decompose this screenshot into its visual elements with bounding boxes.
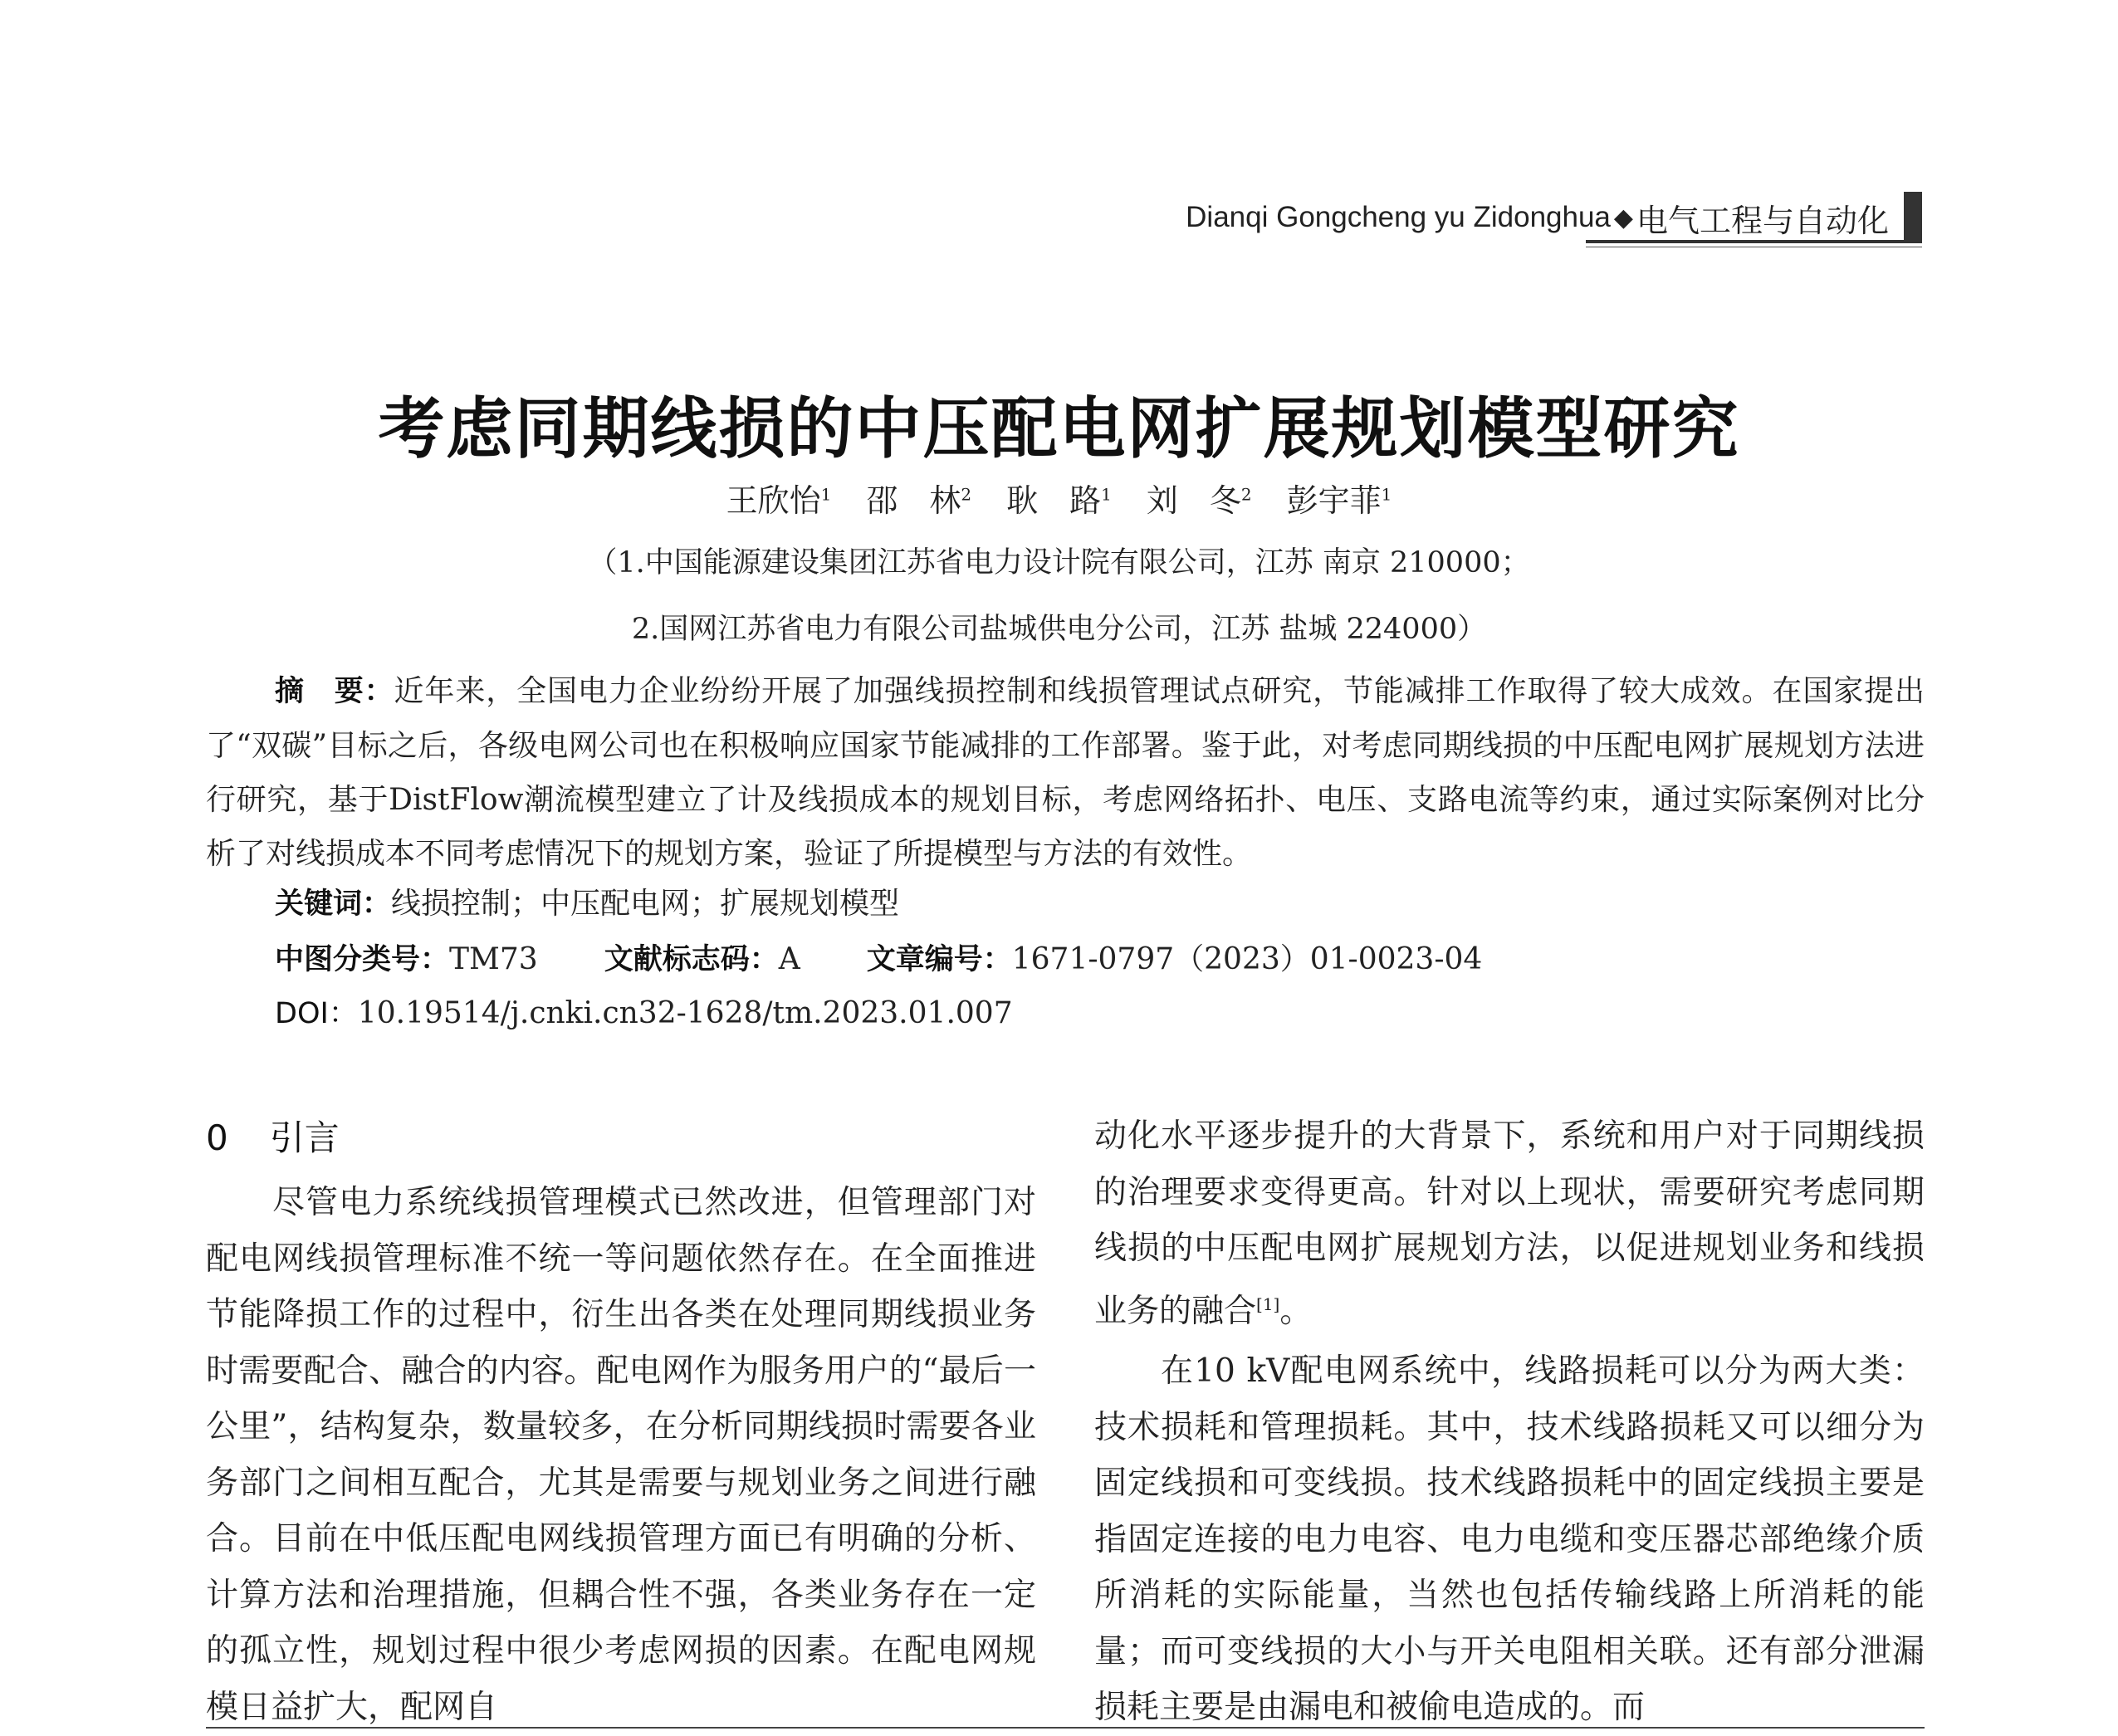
body-paragraph: 尽管电力系统线损管理模式已然改进，但管理部门对配电网线损管理标准不统一等问题依然存在。在全面推进节能降损工作的过程中，衍生出各类在处理同期线损业务时需要配合、融合的内容。配电网作为服务用户的“最后一公里”，结构复杂，数量较多，在分析同期线损时需要各业务部门之间相互配合，尤其是需要与规划业务之间进行融合。目前在中低压配电网线损管理方面已有明确的分析、计算方法和治理措施，但耦合性不强，各类业务存在一定的孤立性，规划过程中很少考虑网损的因素。在配电网规模日益扩大，配网自 bbox=[206, 1184, 1036, 1726]
classification-line bbox=[275, 936, 1482, 978]
body-paragraph-continuation: 动化水平逐步提升的大背景下，系统和用户对于同期线损的治理要求变得更高。针对以上现状，需要研究考虑同期线损的中压配电网扩展规划方法，以促进规划业务和线损业务的融合[1]。 bbox=[1094, 1117, 1925, 1330]
citation-ref: [1] bbox=[1256, 1293, 1280, 1314]
doi-label: DOI： bbox=[275, 997, 358, 1030]
keywords-line bbox=[275, 880, 899, 922]
doc-code-value: A bbox=[778, 942, 800, 976]
diamond-icon: ◆ bbox=[1613, 203, 1633, 232]
keywords-text: 线损控制；中压配电网；扩展规划模型 bbox=[391, 887, 900, 921]
author: 彭宇菲$^1$ bbox=[1286, 482, 1392, 519]
section-number: 0 bbox=[206, 1117, 228, 1158]
affiliation-2: 2.国网江苏省电力有限公司盐城供电分公司，江苏 盐城 224000） bbox=[631, 613, 1487, 646]
article-number-label: 文章编号： bbox=[866, 943, 1012, 976]
author: 刘 冬$^2$ bbox=[1146, 482, 1252, 519]
author: 邵 林$^2$ bbox=[866, 482, 972, 519]
abstract-text: 近年来，全国电力企业纷纷开展了加强线损控制和线损管理试点研究，节能减排工作取得了较大成效。在国家提出了“双碳”目标之后，各级电网公司也在积极响应国家节能减排的工作部署。鉴于此，对考虑同期线损的中压配电网扩展规划方法进行研究，基于DistFlow潮流模型建立了计及线损成本的规划目标，考虑网络拓扑、电压、支路电流等约束，通过实际案例对比分析了对线损成本不同考虑情况下的规划方案，验证了所提模型与方法的有效性。 bbox=[206, 674, 1925, 871]
author: 耿 路$^1$ bbox=[1006, 482, 1112, 519]
body-column-right bbox=[1094, 1108, 1925, 1736]
bottom-rule bbox=[206, 1727, 1925, 1729]
paper-title: 考虑同期线损的中压配电网扩展规划模型研究 bbox=[378, 390, 1740, 467]
running-header bbox=[1079, 193, 1922, 242]
section-heading bbox=[206, 1111, 340, 1161]
clc-label: 中图分类号： bbox=[275, 943, 450, 976]
doi-line bbox=[275, 990, 1013, 1032]
keywords-label: 关键词： bbox=[275, 888, 392, 921]
article-number-value: 1671-0797（2023）01-0023-04 bbox=[1011, 942, 1483, 976]
affiliation-1: （1.中国能源建设集团江苏省电力设计院有限公司，江苏 南京 210000； bbox=[588, 546, 1530, 579]
section-title: 引言 bbox=[269, 1117, 340, 1158]
author-list bbox=[0, 475, 2118, 521]
header-rule bbox=[1586, 240, 1922, 243]
abstract bbox=[206, 664, 1925, 881]
abstract-label: 摘 要： bbox=[275, 675, 394, 708]
journal-name-latin: Dianqi Gongcheng yu Zidonghua bbox=[1186, 201, 1611, 233]
header-bar-mark bbox=[1904, 192, 1922, 243]
doc-code-label: 文献标志码： bbox=[604, 943, 779, 976]
body-column-left bbox=[206, 1175, 1036, 1735]
journal-name-chinese: 电气工程与自动化 bbox=[1636, 202, 1889, 239]
author: 王欣怡$^1$ bbox=[726, 482, 832, 519]
body-paragraph: 在10 kV配电网系统中，线路损耗可以分为两大类：技术损耗和管理损耗。其中，技术线路损耗又可以细分为固定线损和可变线损。技术线路损耗中的固定线损主要是指固定连接的电力电容、电力电缆和变压器芯部绝缘介质所消耗的实际能量，当然也包括传输线路上所消耗的能量；而可变线损的大小与开关电阻相关联。还有部分泄漏损耗主要是由漏电和被偷电造成的。而 bbox=[1094, 1352, 1925, 1726]
clc-value: TM73 bbox=[449, 942, 538, 976]
doi-value: 10.19514/j.cnki.cn32-1628/tm.2023.01.007 bbox=[357, 996, 1013, 1030]
